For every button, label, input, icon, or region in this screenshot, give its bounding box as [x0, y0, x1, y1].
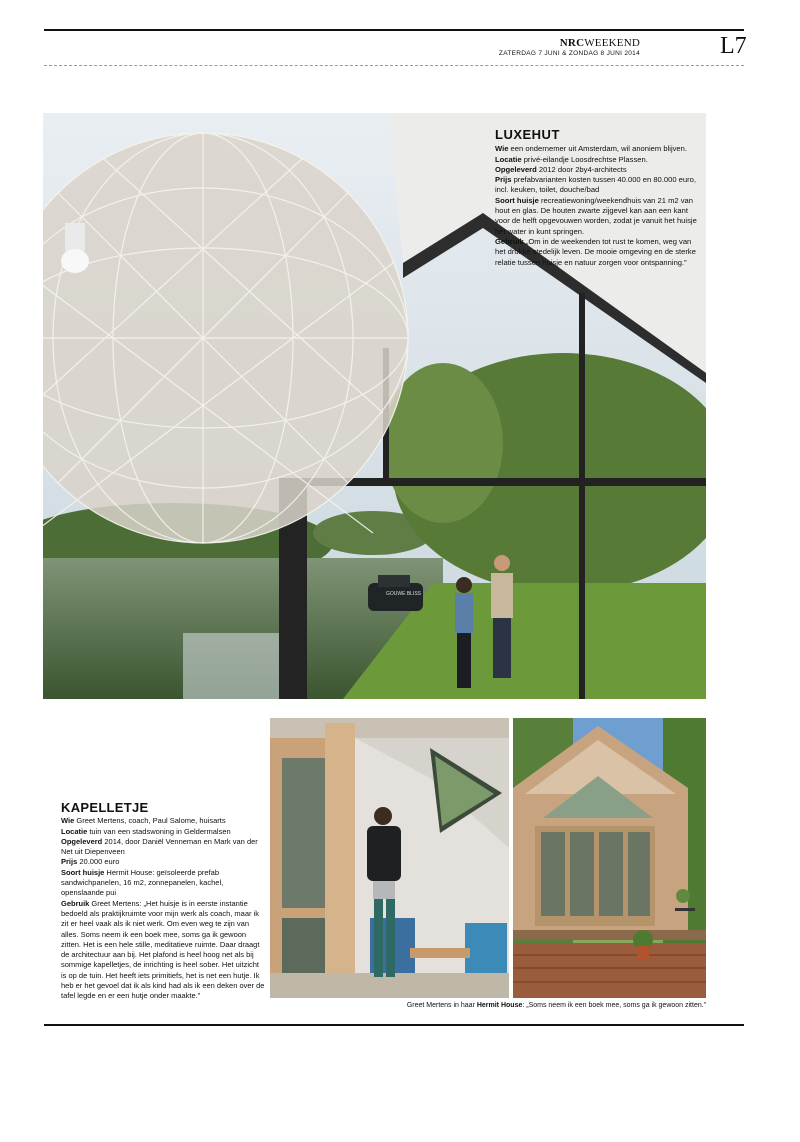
dateline: ZATERDAG 7 JUNI & ZONDAG 8 JUNI 2014 [498, 50, 640, 57]
photo-hermit-exterior [513, 718, 706, 998]
info-row: Locatie privé-eilandje Loosdrechtse Plassen. [495, 154, 648, 164]
luxehut-title: LUXEHUT [495, 127, 560, 142]
info-row: Prijs prefabvarianten kosten tussen 40.000 en 80.000 euro, incl. keuken, toilet, douche/bad [495, 175, 696, 195]
brand-logo: NRCWEEKEND [559, 37, 640, 49]
kapelletje-title: KAPELLETJE [61, 800, 149, 815]
luxehut-info [495, 127, 700, 268]
info-row: Wie Greet Mertens, coach, Paul Salome, huisarts [61, 816, 226, 826]
bottom-rule [44, 1024, 744, 1026]
info-row: Opgeleverd 2014, door Daniël Venneman en Mark van der Net uit Diepenveen [61, 836, 258, 857]
info-row: Gebruik „Om in de weekenden tot rust te komen, weg van het drukke stedelijk leven. De mooie omgeving en de sterke relatie tussen huisje en natuur zorgen voor ontspanning.” [495, 236, 696, 267]
info-row: Opgeleverd 2012 door 2by4-architects [495, 164, 627, 174]
info-row: Prijs 20.000 euro [61, 857, 120, 867]
header-divider [44, 65, 744, 66]
info-row: Gebruik Greet Mertens: „Het huisje is in eerste instantie bedoeld als praktijkruimte voor mijn werk als coach, maar ik zit er heel vaak als ik niet werk. Om even weg te zijn van alles. Soms neem ik een boek mee, soms ga ik gewoon zitten. Het is een hele stille, meditatieve ruimte. Daar draagt de architectuur aan bij. Het plafond is heel hoog net als bij sommige kapelletjes, de inrichting is heel sober. Het uitzicht is op de tuin. Het heeft iets primitiefs, het is net een hutje. Ik heb er het gevoel dat ik als kind had als ik een deken over de tafel legde en er een hutje onder maakte.” [61, 898, 265, 1001]
page-number: L7 [720, 33, 747, 59]
info-row: Wie een ondernemer uit Amsterdam, wil anoniem blijven. [495, 144, 687, 154]
masthead [499, 37, 640, 57]
boat-label: GOUWE BLISS [386, 591, 422, 597]
kapelletje-info [61, 800, 265, 1002]
photo-hermit-interior [270, 718, 509, 998]
info-row: Soort huisje recreatiewoning/weekendhuis van 21 m2 van hout en glas. De houten zwarte zijgevel kan aan een kant voor de helft opgevouwen worden, zodat je vanuit het huisje het water in kunt springen. [495, 195, 697, 236]
info-row: Soort huisje Hermit House: geïsoleerde prefab sandwichpanelen, 16 m2, zonnepanelen, kachel, openslaande pui [61, 867, 224, 898]
info-row: Locatie tuin van een stadswoning in Geldermalsen [61, 826, 231, 836]
photo-caption: Greet Mertens in haar Hermit House: „Soms neem ik een boek mee, soms ga ik gewoon zitten.” [406, 1002, 706, 1009]
top-rule [44, 29, 744, 31]
